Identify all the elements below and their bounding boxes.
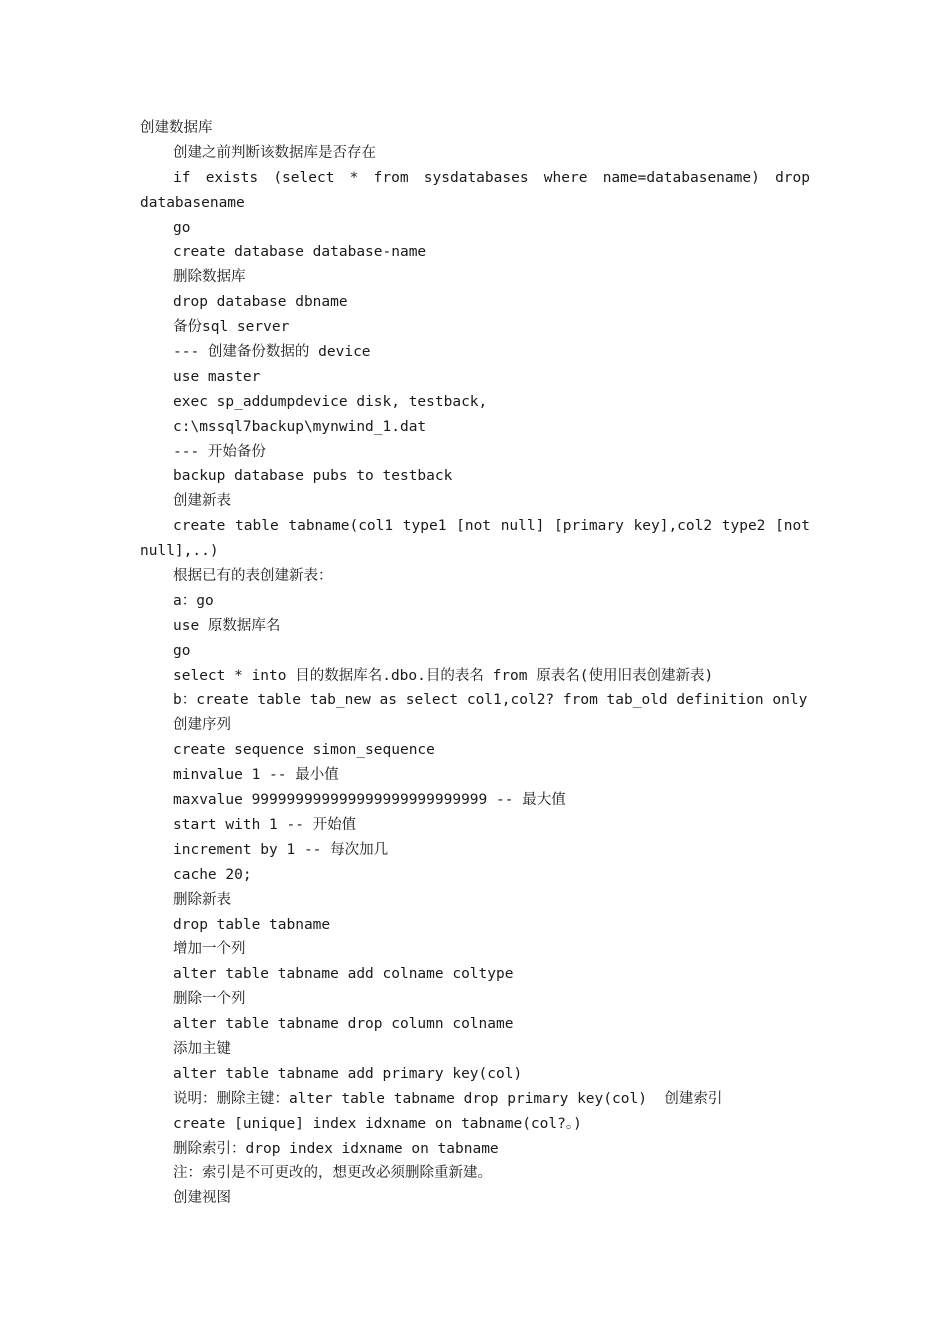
heading-create-database: 创建数据库 <box>140 120 213 136</box>
code-line: create sequence simon_sequence <box>173 742 435 759</box>
code-line: create database database-name <box>173 244 427 261</box>
code-line: create [unique] index idxname on tabname(col?。) <box>173 1115 582 1132</box>
text-line: 说明：删除主键：alter table tabname drop primary key(col) 创建索引 <box>173 1090 723 1107</box>
code-line: cache 20; <box>173 866 252 883</box>
text-line: 增加一个列 <box>173 941 246 958</box>
code-line: minvalue 1 -- 最小值 <box>173 767 339 784</box>
code-line: alter table tabname add colname coltype <box>173 966 514 983</box>
code-line: exec sp_addumpdevice disk, testback, <box>173 393 488 410</box>
text-line: 删除一个列 <box>173 991 246 1008</box>
code-line: start with 1 -- 开始值 <box>173 816 357 833</box>
code-line: select * into 目的数据库名.dbo.目的表名 from 原表名(使用旧表创建新表) <box>173 667 714 684</box>
code-line: go <box>173 642 191 659</box>
text-line: 创建视图 <box>173 1190 231 1207</box>
text-line: 创建序列 <box>173 717 231 734</box>
code-line: if exists (select * from sysdatabases where name=databasename) drop <box>173 169 810 186</box>
text-line: 创建之前判断该数据库是否存在 <box>173 144 376 161</box>
text-line: 添加主键 <box>173 1040 231 1057</box>
code-comment-line: --- 创建备份数据的 device <box>173 344 371 361</box>
code-line: drop table tabname <box>173 916 331 933</box>
document-body <box>140 116 810 1211</box>
code-line: alter table tabname drop column colname <box>173 1016 514 1033</box>
text-line: 创建新表 <box>173 493 231 510</box>
code-line: databasename <box>140 194 245 211</box>
code-line: backup database pubs to testback <box>173 468 453 485</box>
code-line: c:\mssql7backup\mynwind_1.dat <box>173 418 427 435</box>
code-comment-line: --- 开始备份 <box>173 443 266 460</box>
text-line: 删除数据库 <box>173 269 246 286</box>
text-line: 删除新表 <box>173 891 231 908</box>
code-line: increment by 1 -- 每次加几 <box>173 841 389 858</box>
code-line: alter table tabname add primary key(col) <box>173 1065 523 1082</box>
code-line: use master <box>173 368 261 385</box>
code-line: drop database dbname <box>173 294 348 311</box>
text-line: 注：索引是不可更改的，想更改必须删除重新建。 <box>173 1165 492 1182</box>
text-line: 根据已有的表创建新表： <box>173 568 333 585</box>
code-line: b：create table tab_new as select col1,col2? from tab_old definition only <box>173 692 808 709</box>
text-line: 备份sql server <box>173 319 290 336</box>
code-line: create table tabname(col1 type1 [not null] [primary key],col2 type2 [not <box>173 518 810 535</box>
code-line: maxvalue 999999999999999999999999999 -- 最大值 <box>173 792 566 809</box>
code-line: go <box>173 219 191 236</box>
text-line: 删除索引：drop index idxname on tabname <box>173 1140 499 1157</box>
code-line: use 原数据库名 <box>173 617 281 634</box>
code-line: null],..) <box>140 543 219 560</box>
code-line: a：go <box>173 592 214 609</box>
